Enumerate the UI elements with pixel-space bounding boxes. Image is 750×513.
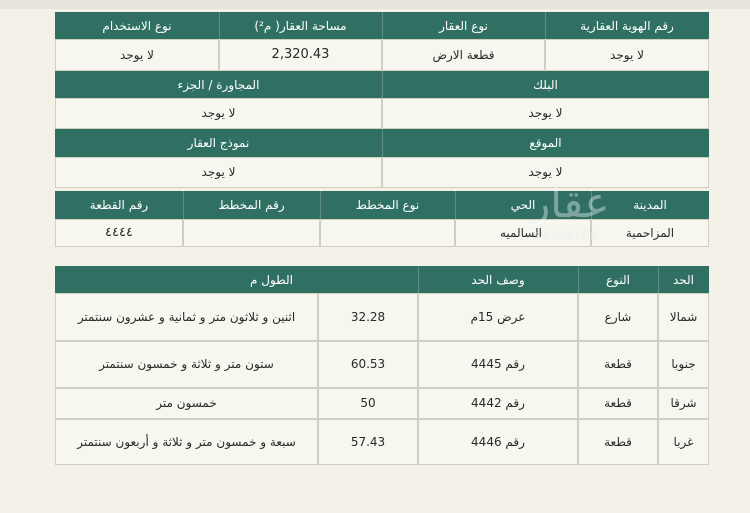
- header-district-label: الحي: [510, 198, 536, 212]
- header-divider: [658, 266, 659, 293]
- table-row-east-length: [318, 388, 418, 419]
- boundary-length-number: 32.28: [350, 309, 386, 324]
- header-neighborhood-part: [55, 71, 382, 98]
- boundary-desc-text: عرض 15م: [470, 309, 526, 324]
- header-property-id: [545, 12, 709, 39]
- table-row-north-words: [55, 293, 318, 341]
- header-block-label: البلك: [533, 77, 558, 92]
- header-city: [591, 191, 709, 219]
- header-usage-type: [55, 12, 219, 39]
- value-usage-type-text: لا يوجد: [120, 47, 154, 62]
- value-property-type-text: قطعة الارض: [432, 47, 495, 62]
- value-city: [591, 219, 709, 247]
- header-property-type-label: نوع العقار: [439, 18, 488, 33]
- table-row-east-desc: [418, 388, 578, 419]
- header-divider: [578, 266, 579, 293]
- boundary-length-number: 57.43: [350, 434, 386, 449]
- header-location: [382, 129, 709, 157]
- boundary-length-number: 50: [360, 396, 376, 410]
- header-boundary-description-label: وصف الحد: [471, 272, 525, 287]
- table-row-east-words: [55, 388, 318, 419]
- value-city-text: المزاحمية: [625, 225, 675, 240]
- header-boundary-side: [658, 266, 709, 293]
- value-property-model-text: لا يوجد: [201, 165, 236, 179]
- header-divider: [418, 266, 419, 293]
- value-property-model: [55, 157, 382, 188]
- boundary-length-number: 60.53: [350, 357, 386, 371]
- header-plan-type-label: نوع المخطط: [355, 198, 420, 212]
- table-row-west-type: [578, 419, 658, 465]
- header-block: [382, 71, 709, 98]
- boundary-side-text: شرقا: [670, 396, 697, 410]
- header-plot-number: [55, 191, 183, 219]
- value-district-text: السالميه: [500, 225, 542, 240]
- header-plan-number: [183, 191, 320, 219]
- value-property-area-text: 2,320.43: [271, 46, 330, 62]
- header-district: [455, 191, 591, 219]
- value-plot-number-text: ٤٤٤٤: [105, 224, 133, 240]
- table-row-south-side: [658, 341, 709, 388]
- header-property-area: [219, 12, 382, 39]
- aqar-watermark-text: عقار: [530, 178, 610, 227]
- boundary-desc-text: رقم 4446: [471, 434, 525, 449]
- value-property-area: [219, 39, 382, 71]
- table-row-north-length: [318, 293, 418, 341]
- value-block-text: لا يوجد: [528, 106, 563, 120]
- boundary-type-text: شارع: [604, 309, 632, 324]
- header-boundary-side-label: الحد: [672, 272, 695, 287]
- table-row-south-desc: [418, 341, 578, 388]
- value-plan-number: [183, 219, 320, 247]
- value-block: [382, 98, 709, 129]
- header-city-label: المدينة: [633, 198, 667, 212]
- boundary-length-words: خمسون متر: [156, 396, 217, 410]
- header-length-label: الطول م: [250, 272, 293, 287]
- header-divider: [591, 191, 592, 219]
- boundary-type-text: قطعة: [604, 357, 632, 371]
- header-length: [55, 266, 418, 293]
- value-district: [455, 219, 591, 247]
- header-divider: [455, 191, 456, 219]
- header-property-id-label: رقم الهوية العقارية: [580, 18, 674, 33]
- value-usage-type: [55, 39, 219, 71]
- value-location: [382, 157, 709, 188]
- header-neighborhood-part-label: المجاورة / الجزء: [177, 77, 260, 92]
- header-property-area-label: مساحة العقار( م²): [254, 18, 347, 33]
- table-row-south-length: [318, 341, 418, 388]
- boundary-desc-text: رقم 4442: [471, 396, 525, 410]
- boundary-desc-text: رقم 4445: [471, 357, 525, 371]
- top-edge-strip: [0, 0, 750, 9]
- header-divider: [545, 12, 546, 39]
- table-row-south-words: [55, 341, 318, 388]
- value-plan-type: [320, 219, 455, 247]
- value-plot-number: [55, 219, 183, 247]
- table-row-east-type: [578, 388, 658, 419]
- boundary-length-words: اثنين و ثلاثون متر و ثمانية و عشرون سنتمتر: [77, 309, 296, 324]
- table-row-west-length: [318, 419, 418, 465]
- value-property-type: [382, 39, 545, 71]
- value-neighborhood-part: [55, 98, 382, 129]
- header-divider: [382, 129, 383, 157]
- table-row-north-type: [578, 293, 658, 341]
- boundary-length-words: سبعة و خمسون متر و ثلاثة و أربعون سنتمتر: [77, 434, 296, 449]
- value-property-id: [545, 39, 709, 71]
- header-boundary-type: [578, 266, 658, 293]
- header-divider: [219, 12, 220, 39]
- value-location-text: لا يوجد: [528, 165, 563, 179]
- table-row-east-side: [658, 388, 709, 419]
- header-divider: [320, 191, 321, 219]
- table-row-west-words: [55, 419, 318, 465]
- header-plan-number-label: رقم المخطط: [218, 198, 285, 212]
- header-property-model: [55, 129, 382, 157]
- header-property-type: [382, 12, 545, 39]
- header-plot-number-label: رقم القطعة: [89, 198, 149, 212]
- header-property-model-label: نموذج العقار: [187, 136, 250, 150]
- header-usage-type-label: نوع الاستخدام: [102, 18, 172, 33]
- aqar-watermark-url: sa.aqar.fm: [534, 228, 598, 242]
- header-location-label: الموقع: [529, 136, 562, 150]
- header-plan-type: [320, 191, 455, 219]
- boundary-side-text: غربا: [673, 434, 694, 449]
- header-boundary-description: [418, 266, 578, 293]
- table-row-west-desc: [418, 419, 578, 465]
- table-row-west-side: [658, 419, 709, 465]
- boundary-side-text: شمالا: [669, 309, 698, 324]
- table-row-north-desc: [418, 293, 578, 341]
- header-divider: [382, 71, 383, 98]
- header-boundary-type-label: النوع: [606, 272, 630, 287]
- table-row-south-type: [578, 341, 658, 388]
- header-divider: [382, 12, 383, 39]
- boundary-side-text: جنوبا: [671, 357, 696, 371]
- boundary-length-words: ستون متر و ثلاثة و خمسون سنتمتر: [99, 357, 274, 371]
- value-neighborhood-part-text: لا يوجد: [201, 106, 236, 120]
- header-divider: [183, 191, 184, 219]
- value-property-id-text: لا يوجد: [610, 47, 644, 62]
- boundary-type-text: قطعة: [604, 434, 632, 449]
- boundary-type-text: قطعة: [604, 396, 632, 410]
- table-row-north-side: [658, 293, 709, 341]
